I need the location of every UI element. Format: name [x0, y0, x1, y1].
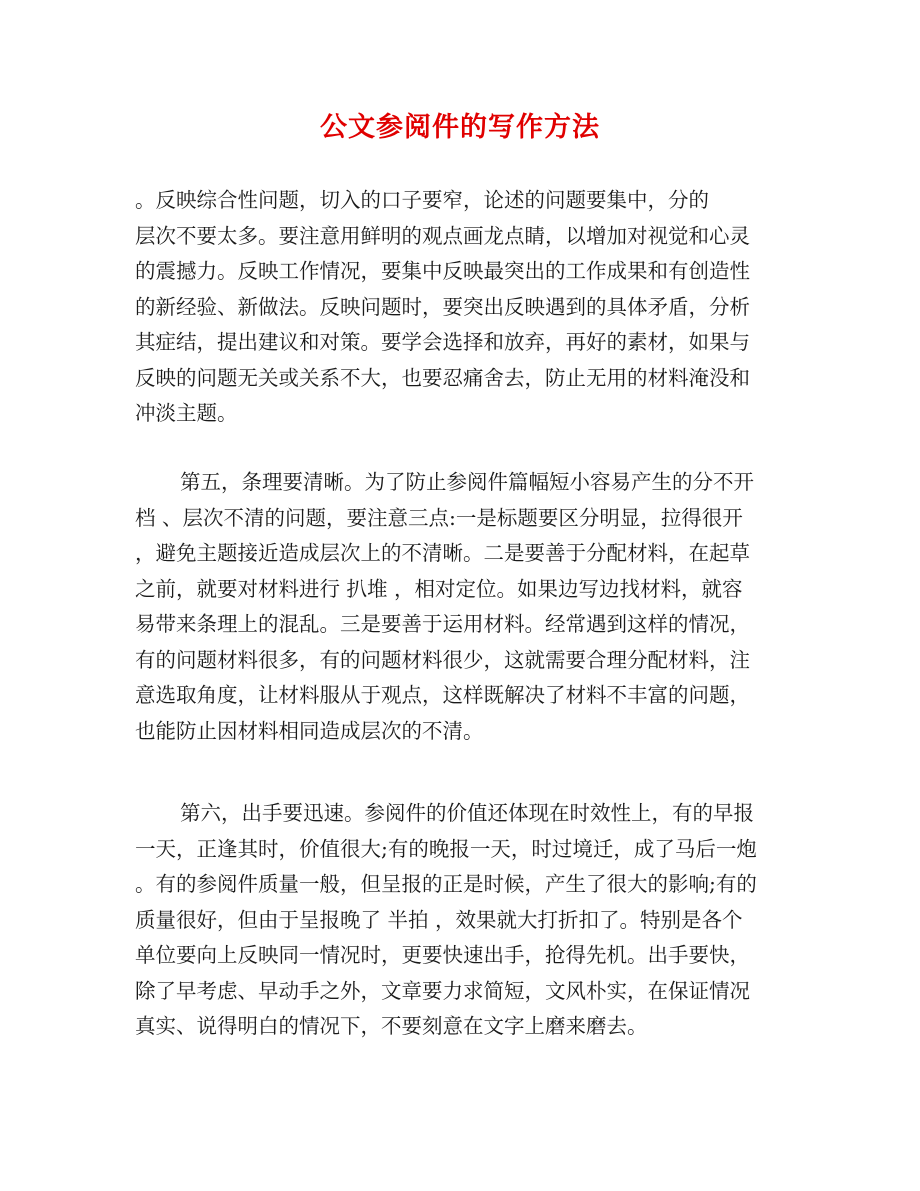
paragraph-line: 之前，就要对材料进行 扒堆 ，相对定位。如果边写边找材料，就容: [135, 576, 743, 601]
paragraph-line: 。有的参阅件质量一般，但呈报的正是时候，产生了很大的影响;有的: [135, 872, 757, 896]
paragraph-line: 层次不要太多。要注意用鲜明的观点画龙点睛，以增加对视觉和心灵: [135, 223, 750, 248]
paragraph-line: ，避免主题接近造成层次上的不清晰。二是要善于分配材料，在起草: [135, 541, 750, 565]
paragraph-line: 反映的问题无关或关系不大，也要忍痛舍去，防止无用的材料淹没和: [135, 365, 750, 390]
paragraph-line: 意选取角度，让材料服从于观点，这样既解决了材料不丰富的问题，: [135, 683, 750, 707]
paragraph-line: 除了早考虑、早动手之外，文章要力求简短，文风朴实，在保证情况: [135, 978, 750, 1003]
paragraph-line: 的震撼力。反映工作情况，要集中反映最突出的工作成果和有创造性: [135, 259, 750, 283]
paragraph-line: 有的问题材料很多，有的问题材料很少，这就需要合理分配材料，注: [135, 647, 750, 672]
paragraph-2: [135, 465, 775, 749]
paragraph-line: 第五，条理要清晰。为了防止参阅件篇幅短小容易产生的分不开: [180, 470, 754, 494]
paragraph-line: 质量很好，但由于呈报晚了 半拍 ，效果就大打折扣了。特别是各个: [135, 907, 743, 932]
paragraph-1: [135, 183, 775, 432]
paragraph-line: 其症结，提出建议和对策。要学会选择和放弃，再好的素材，如果与: [135, 330, 750, 354]
paragraph-line: 也能防止因材料相同造成层次的不清。: [135, 718, 484, 743]
paragraph-line: 真实、说得明白的情况下，不要刻意在文字上磨来磨去。: [135, 1014, 648, 1038]
paragraph-line: 一天，正逢其时，价值很大;有的晚报一天，时过境迁，成了马后一炮: [135, 836, 757, 861]
paragraph-line: 档 、层次不清的问题，要注意三点:一是标题要区分明显，拉得很开: [135, 505, 743, 530]
paragraph-line: 冲淡主题。: [135, 401, 238, 425]
paragraph-line: 单位要向上反映同一情况时，更要快速出手，抢得先机。出手要快，: [135, 943, 750, 967]
paragraph-line: 。反映综合性问题，切入的口子要窄，论述的问题要集中，分的: [135, 188, 709, 212]
paragraph-3: [135, 796, 775, 1045]
paragraph-line: 易带来条理上的混乱。三是要善于运用材料。经常遇到这样的情况，: [135, 612, 750, 636]
document-title: 公文参阅件的写作方法: [320, 112, 600, 143]
paragraph-line: 的新经验、新做法。反映问题时，要突出反映遇到的具体矛盾，分析: [135, 294, 750, 319]
paragraph-line: 第六，出手要迅速。参阅件的价值还体现在时效性上，有的早报: [180, 801, 754, 825]
